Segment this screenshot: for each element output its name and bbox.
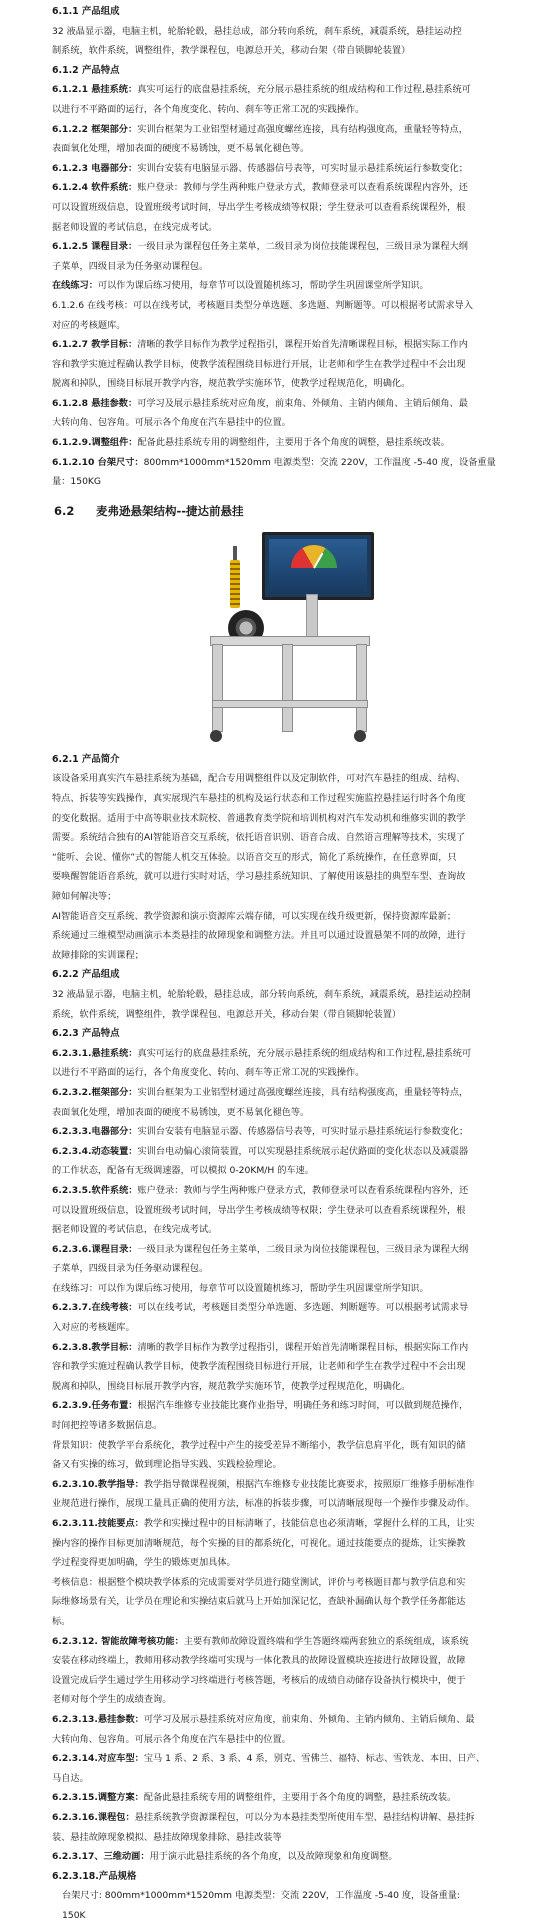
- feature-label: 6.2.3.12. 智能故障考核功能：: [52, 1635, 184, 1647]
- paragraph-line: 的变化数据。适用于中高等职业技术院校、普通教育类学院和培训机构对汽车发动机和维修实训的教学: [52, 812, 466, 824]
- feature-6-1-2-7: [52, 335, 530, 355]
- monitor-screen: [262, 532, 374, 600]
- frame-rail: [212, 700, 368, 708]
- feature-text: 配备此悬挂系统专用的调整组件，主要用于各个角度的调整，悬挂系统改装。: [137, 437, 450, 449]
- section-number: 6.2: [54, 503, 75, 518]
- section-heading-6-2: [52, 494, 530, 528]
- paragraph-line: 大转向角、包容角。可展示各个角度在汽车悬挂中的位置。: [52, 1733, 291, 1745]
- feature-label: 6.2.3.4.动态装置：: [52, 1145, 138, 1157]
- paragraph-line: 子菜单，四级目录为任务驱动课程包。: [52, 260, 209, 272]
- background-knowledge: [52, 1436, 530, 1475]
- feature-label: 6.2.3.16.课程包：: [52, 1811, 135, 1823]
- heading-6-2-3: 6.2.3 产品特点: [52, 1028, 120, 1040]
- caster-wheel: [354, 730, 366, 742]
- exam-info: [52, 1573, 530, 1632]
- paragraph-line: 系统通过三维模型动画演示本类悬挂的故障现象和调整方法。并且可以通过设置悬架不同的故障，进行: [52, 930, 466, 942]
- caster-wheel: [210, 730, 222, 742]
- paragraph-line: 操内容的操作目标更加清晰规范，每个实操的目的都系统化，可视化。通过技能要点的提炼，让实操教: [52, 1537, 466, 1549]
- paragraph-line: 脱离和掉队，围绕目标展开教学内容，规范教学实施环节，使教学过程规范化，明确化。: [52, 1380, 411, 1392]
- feature-item: [52, 1083, 530, 1103]
- feature-6-1-2-3: [52, 159, 530, 179]
- heading-6-1-1: 6.1.1 产品组成: [52, 6, 120, 17]
- feature-text: 实训台安装有电脑显示器、传感器信号表等，可实时显示悬挂系统运行参数变化；: [137, 1126, 469, 1138]
- paragraph-line: 脱离和掉队，围绕目标展开教学内容，规范教学实施环节，使教学过程规范化，明确化。: [52, 378, 411, 390]
- feature-item: [52, 1142, 530, 1162]
- feature-label: 6.2.3.1.悬挂系统：: [52, 1047, 138, 1059]
- feature-list: [52, 1044, 530, 1279]
- frame-leg: [356, 644, 367, 732]
- feature-label: 6.1.2.10 台架尺寸：: [52, 456, 144, 468]
- monitor-stand: [306, 594, 318, 640]
- paragraph-line: 可以设置班级信息，设置班级考试时间，导出学生考核成绩等权限；学生登录可以查看系统课程外，根: [52, 1204, 466, 1216]
- paragraph-line: 业规范进行操作，展现工量具正确的使用方法，标准的拆装步骤，可以清晰展现每一个操作步骤及动作。: [52, 1498, 475, 1510]
- feature-text: 一级目录为课程包任务主菜单，二级目录为岗位技能课程包，三级目录为课程大纲: [137, 241, 468, 253]
- heading-6-1-2: 6.1.2 产品特点: [52, 64, 120, 76]
- paragraph-line: 大转向角、包容角。可展示各个角度在汽车悬挂中的位置。: [52, 417, 291, 429]
- paragraph-line: 障如何解决等；: [52, 891, 117, 902]
- paragraph-line: 马自达。: [52, 1772, 89, 1784]
- feature-6-1-2-4: [52, 178, 530, 198]
- paragraph-line: 制系统，软件系统，调整组件，教学课程包，电源总开关，移动台架（带自锁脚轮装置）: [52, 45, 411, 57]
- paragraph-line: 系统，软件系统，调整组件，教学课程包、电源总开关，移动台架（带自锁脚轮装置）: [52, 1008, 402, 1020]
- feature-text: 可以在线考试，考核题目类型分单选题、多选题、判断题等。可以根据考试需求导: [137, 1302, 469, 1314]
- feature-item: [52, 1475, 530, 1495]
- feature-item: [52, 1710, 530, 1730]
- paragraph-line: 对应的考核题库。: [52, 319, 126, 331]
- paragraph-line: 时间把控等诸多数据信息。: [52, 1420, 163, 1432]
- paragraph-line: 标。: [52, 1615, 71, 1627]
- feature-6-1-2-9: [52, 433, 530, 453]
- feature-label: 6.1.2.3 电器部分：: [52, 162, 138, 174]
- paragraph-line: 际维修场景有关，让学员在理论和实操结束后就马上开始加深记忆，查缺补漏确认每个教学任务都能达: [52, 1596, 466, 1608]
- feature-item: [52, 1181, 530, 1201]
- feature-label: 6.2.3.10.教学指导：: [52, 1478, 144, 1490]
- feature-item: [52, 1808, 530, 1828]
- feature-text: 真实可运行的底盘悬挂系统，充分展示悬挂系统的组成结构和工作过程,悬挂系统可: [137, 1047, 472, 1059]
- feature-label: 6.2.3.14.对应车型：: [52, 1753, 144, 1765]
- feature-list: [52, 1632, 530, 1867]
- feature-text: 教学指导微课程视频，根据汽车维修专业技能比赛要求，按照原厂维修手册标准作: [143, 1478, 475, 1490]
- feature-6-1-2-5: [52, 237, 530, 257]
- feature-label: 6.1.2.7 教学目标：: [52, 339, 138, 351]
- paragraph-line: AI智能语音交互系统、教学资源和演示资源库云端存储，可以实现在线升级更新，保持资源库最新；: [52, 910, 457, 922]
- feature-label: 6.2.3.17、三维动画：: [52, 1851, 150, 1863]
- paragraph-line: 据老师设置的考试信息，在线完成考试。: [52, 221, 218, 233]
- paragraph-line: 据老师设置的考试信息，在线完成考试。: [52, 1224, 218, 1236]
- feature-text: 实训台电动偏心滚筒装置，可以实现悬挂系统展示起伏路面的变化状态以及减震器: [137, 1145, 469, 1157]
- section-title: 麦弗逊悬架结构--捷达前悬挂: [96, 503, 244, 518]
- feature-6-1-2-6: 6.1.2.6 在线考核：可以在线考试，考核题目类型分单选题、多选题、判断题等。可以根据考试需求导入: [52, 299, 473, 311]
- feature-item: [52, 1044, 530, 1064]
- feature-text: 账户登录：教师与学生两种账户登录方式，教师登录可以查看系统课程内容外，还: [137, 1184, 469, 1196]
- feature-6-1-2-8: [52, 394, 530, 414]
- paragraph-line: 装、悬挂故障现象模拟、悬挂故障现象排除、悬挂改装等: [52, 1831, 282, 1843]
- spec-line: 台架尺寸: 800mm*1000mm*1520mm 电源类型：交流 220V，工作温度 -5-40 度，设备重量:: [62, 1890, 461, 1902]
- feature-text: 可学习及展示悬挂系统对应角度，前束角、外倾角、主销内倾角、主销后倾角、最: [137, 397, 468, 409]
- feature-list: [52, 1298, 530, 1435]
- paragraph-line: 表面氧化处理，增加表面的硬度不易锈蚀，更不易氧化褪色等。: [52, 1106, 310, 1118]
- feature-text: 宝马 1 系、2 系、3 系、4 系，别克、雪佛兰、福特、标志、雪铁龙、本田、日产、: [143, 1753, 486, 1765]
- paragraph-line: 备又有实操的练习，做到理论指导实践、实践检验理论。: [52, 1459, 282, 1471]
- feature-text: 可以作为课后练习使用，每章节可以设置随机练习，帮助学生巩固课堂所学知识。: [97, 280, 429, 292]
- paragraph-line: 容和教学实施过程确认教学目标，使教学流程围绕目标进行开展，让老师和学生在教学过程中不会出现: [52, 358, 466, 370]
- paragraph-line: 入对应的考核题库。: [52, 1322, 135, 1334]
- feature-item: [52, 1847, 530, 1867]
- feature-text: 清晰的教学目标作为教学过程指引，课程开始首先清晰课程目标，根据实际工作内: [137, 339, 468, 351]
- feature-text: 实训台框架为工业铝型材通过高强度螺丝连接，具有结构强度高，重量轻等特点，: [137, 1086, 469, 1098]
- feature-label: 6.2.3.6.课程目录：: [52, 1243, 138, 1255]
- frame-leg: [282, 644, 293, 732]
- feature-text: 教学和实操过程中的目标清晰了，技能信息也必须清晰，掌握什么样的工具，让实: [143, 1518, 475, 1529]
- paragraph-line: “能听、会说、懂你”式的智能人机交互体验。以语音交互的形式，简化了系统操作，在任意界面，只: [52, 851, 457, 863]
- feature-label: 6.1.2.5 课程目录：: [52, 241, 138, 253]
- feature-item: [52, 1749, 530, 1769]
- coil-spring: [230, 560, 240, 608]
- paragraph-line: 以进行不平路面的运行，各个角度变化、转向、刹车等正常工况的实践操作。: [52, 103, 365, 115]
- feature-label: 6.2.3.13.悬挂参数：: [52, 1713, 144, 1725]
- feature-text: 可学习及展示悬挂系统对应角度，前束角、外倾角、主销内倾角、主销后倾角、最: [143, 1713, 475, 1725]
- paragraph-line: 可以设置班级信息，设置班级考试时间，导出学生考核成绩等权限；学生登录可以查看系统课程外，根: [52, 201, 466, 213]
- online-practice: [52, 276, 530, 296]
- feature-label: 6.2.3.7.在线考核：: [52, 1302, 138, 1314]
- feature-6-1-2-2: [52, 120, 530, 140]
- feature-label: 6.2.3.11.技能要点：: [52, 1518, 144, 1529]
- feature-6-1-2-10: [52, 453, 530, 473]
- feature-label: 6.2.3.8.教学目标：: [52, 1341, 138, 1353]
- paragraph-line: 背景知识：使教学平台系统化，教学过程中产生的接受差异不断缩小，教学信息肩平化，既有知识的储: [52, 1439, 466, 1451]
- heading-6-2-2: 6.2.2 产品组成: [52, 969, 120, 981]
- feature-item: [52, 1122, 530, 1142]
- feature-text: 一级目录为课程包任务主菜单，二级目录为岗位技能课程包，三级目录为课程大纲: [137, 1243, 469, 1255]
- paragraph-line: 量：150KG: [52, 476, 102, 488]
- feature-item: [52, 1338, 530, 1358]
- feature-list: [52, 1475, 530, 1573]
- paragraph-line: 32 液晶显示器，电脑主机，轮胎轮毂，悬挂总成，部分转向系统，刹车系统，减震系统，悬挂运动控制: [52, 988, 471, 1000]
- feature-text: 账户登录：教师与学生两种账户登录方式，教师登录可以查看系统课程内容外，还: [137, 182, 468, 194]
- paragraph-line: 故障排除的实训课程；: [52, 949, 144, 961]
- feature-item: [52, 1632, 530, 1652]
- heading-6-2-3-18: 6.2.3.18.产品规格: [52, 1870, 137, 1882]
- feature-label: 6.1.2.9.调整组件：: [52, 437, 138, 449]
- product-photo: [202, 532, 368, 744]
- feature-label: 6.2.3.2.框架部分：: [52, 1086, 138, 1098]
- feature-label: 6.2.3.5.软件系统：: [52, 1184, 138, 1196]
- paragraph-line: 子菜单，四级目录为任务驱动课程包。: [52, 1263, 209, 1275]
- feature-label: 6.2.3.15.调整方案：: [52, 1792, 144, 1804]
- paragraph-line: 要唤醒智能语音系统，就可以进行实时对话，学习悬挂系统知识、了解使用该悬挂的典型车型、查询故: [52, 871, 466, 883]
- paragraph-line: 特点、拆装等实践操作，真实展现汽车悬挂的机构及运行状态和工作过程实施监控悬挂运行时各个角度: [52, 793, 466, 805]
- paragraph-line: 学过程变得更加明确，学生的锻炼更加具体。: [52, 1557, 236, 1569]
- feature-label: 6.1.2.8 悬挂参数：: [52, 397, 138, 409]
- feature-item: [52, 1298, 530, 1318]
- intro-paragraph: [52, 769, 530, 965]
- paragraph-line: 以进行不平路面的运行，各个角度变化、转向、刹车等正常工况的实践操作。: [52, 1067, 365, 1079]
- feature-label: 6.2.3.9.任务布置：: [52, 1400, 138, 1412]
- feature-label: 6.1.2.4 软件系统：: [52, 182, 138, 194]
- feature-item: [52, 1788, 530, 1808]
- feature-6-1-2-1: [52, 80, 530, 100]
- paragraph-line: 该设备采用真实汽车悬挂系统为基础，配合专用调整组件以及定制软件，可对汽车悬挂的组成、结构、: [52, 773, 466, 785]
- feature-text: 实训台框架为工业铝型材通过高强度螺丝连接，具有结构强度高，重量轻等特点，: [137, 123, 468, 135]
- feature-text: 根据汽车维修专业技能比赛作业指导，明确任务和练习时间，可以做到规范操作，: [137, 1400, 469, 1412]
- feature-text: 主要有教师故障设置终端和学生答题终端两套独立的系统组成，该系统: [183, 1635, 469, 1647]
- paragraph-line: 的工作状态，配备有无级调速器，可以模拟 0-20KM/H 的车速。: [52, 1165, 314, 1177]
- feature-text: 实训台安装有电脑显示器、传感器信号表等，可实时显示悬挂系统运行参数变化；: [137, 162, 468, 174]
- feature-text: 真实可运行的底盘悬挂系统，充分展示悬挂系统的组成结构和工作过程,悬挂系统可: [137, 84, 471, 96]
- feature-text: 配备此悬挂系统专用的调整组件，主要用于各个角度的调整，悬挂系统改装。: [143, 1792, 457, 1804]
- feature-label: 6.1.2.2 框架部分：: [52, 123, 138, 135]
- feature-label: 6.2.3.3.电器部分：: [52, 1126, 138, 1138]
- feature-item: [52, 1396, 530, 1416]
- feature-text: 悬挂系统教学资源课程包，可以分为本悬挂类型所使用车型、悬挂结构讲解、悬挂拆: [134, 1811, 475, 1823]
- paragraph-line: 安装在移动终端上，教师用移动教学终端可实现与一体化教具的故障设置模块连接进行故障设置，故障: [52, 1655, 466, 1667]
- spec-line: 150K: [62, 1909, 86, 1921]
- frame-leg: [212, 644, 223, 732]
- feature-text: 800mm*1000mm*1520mm 电源类型：交流 220V，工作温度 -5-40 度，设备重量: [143, 456, 496, 468]
- online-practice: 在线练习：可以作为课后练习使用，每章节可以设置随机练习，帮助学生巩固课堂所学知识。: [52, 1282, 429, 1294]
- paragraph-line: 需要。系统结合独有的AI智能语音交互系统，依托语音识别、语音合成、自然语言理解等技术，实现了: [52, 832, 466, 844]
- feature-text: 清晰的教学目标作为教学过程指引，课程开始首先清晰课程目标，根据实际工作内: [137, 1341, 469, 1353]
- feature-label: 6.1.2.1 悬挂系统：: [52, 84, 138, 96]
- feature-text: 用于演示此悬挂系统的各个角度，以及故障现象和角度调整。: [149, 1851, 398, 1863]
- paragraph-line: 设置完成后学生通过学生用移动学习终端进行考核答题，考核后的成绩自动储存设备执行模块中，便于: [52, 1674, 466, 1686]
- paragraph-line: 老师对每个学生的成绩查询。: [52, 1694, 172, 1706]
- paragraph-line: 32 液晶显示器，电脑主机，轮胎轮毂，悬挂总成，部分转向系统，刹车系统，减震系统，悬挂运动控: [52, 25, 462, 37]
- paragraph-line: 容和教学实施过程确认教学目标，使教学流程围绕目标进行开展，让老师和学生在教学过程中不会出现: [52, 1361, 466, 1373]
- heading-6-2-1: 6.2.1 产品简介: [52, 753, 120, 765]
- feature-item: [52, 1240, 530, 1260]
- paragraph-line: 表面氧化处理，增加表面的硬度不易锈蚀，更不易氧化褪色等。: [52, 143, 310, 155]
- feature-item: [52, 1514, 530, 1534]
- paragraph-line: 考核信息：根据整个模块教学体系的完成需要对学员进行随堂测试，评价与考核题目都与教学信息和实: [52, 1576, 466, 1588]
- feature-label: 在线练习：: [52, 280, 98, 292]
